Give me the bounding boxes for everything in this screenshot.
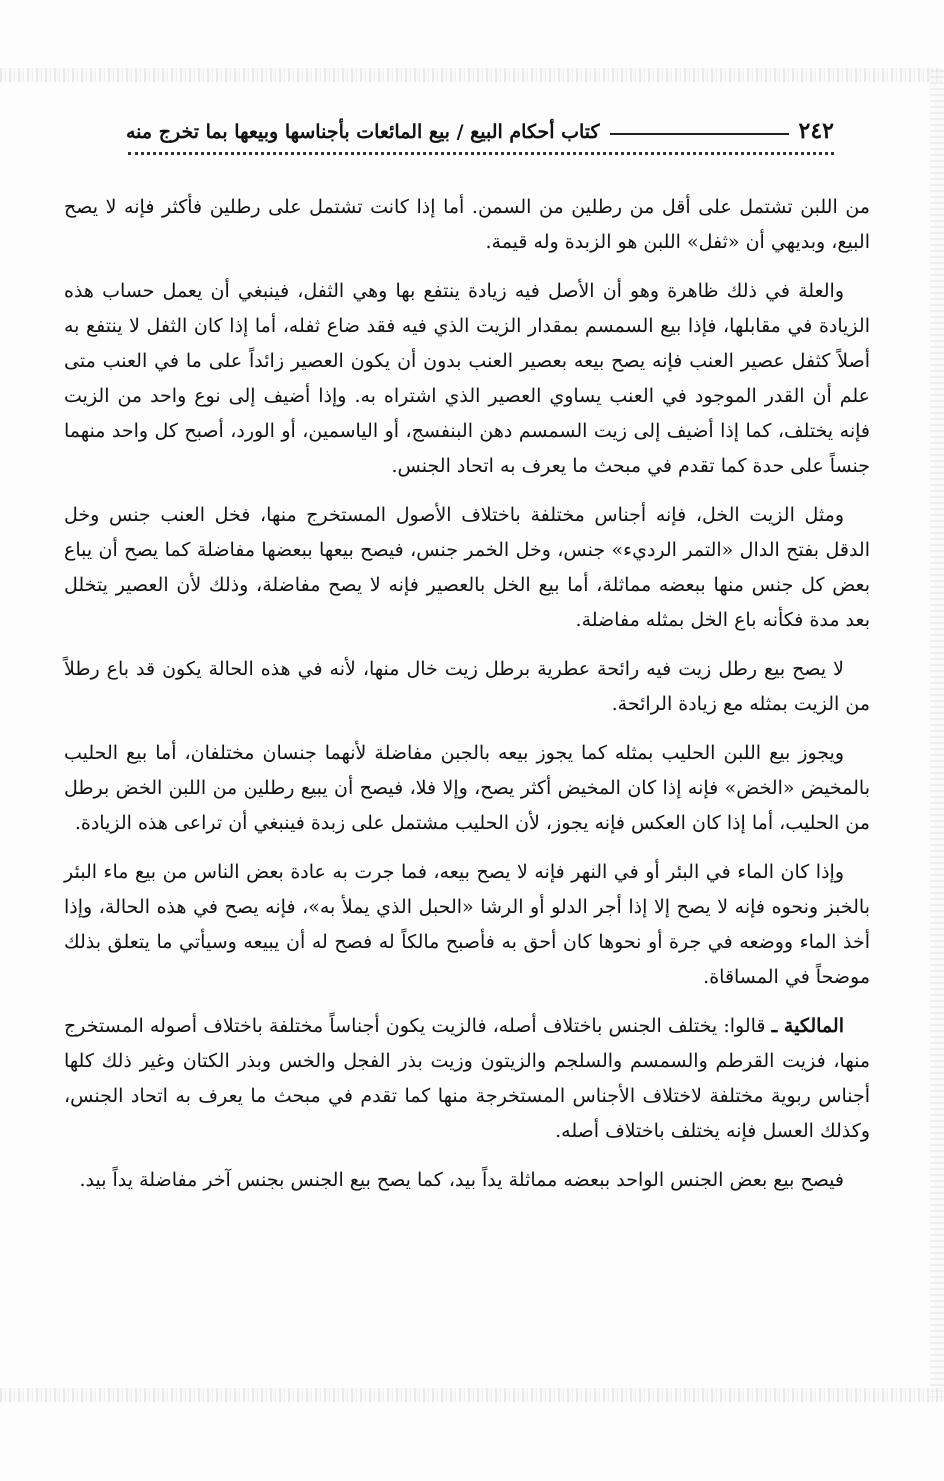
running-header [126,106,834,142]
paragraph-7-text: قالوا: يختلف الجنس باختلاف أصله، فالزيت يكون أجناساً مختلفة باختلاف أصوله المستخرج منها، فزيت القرطم والسمسم والسلجم والزيتون وزيت بذر الفجل والخس وبذر الكتان وغير ذلك كلها أجناس ربوية مختلفة لاختلاف الأجناس المستخرجة منها كما تقدم في مبحث ما يعرف به اتحاد الجنس، وكذلك العسل فإنه يختلف باختلاف أصله. [64,1015,870,1142]
paragraph-7 [64,1009,870,1149]
paragraph-1: من اللبن تشتمل على أقل من رطلين من السمن. أما إذا كانت تشتمل على رطلين فأكثر فإنه لا يصح البيع، وبديهي أن «ثفل» اللبن هو الزبدة وله قيمة. [64,196,870,253]
paragraph-8: فيصح بيع بعض الجنس الواحد ببعضه مماثلة يداً بيد، كما يصح بيع الجنس بجنس آخر مفاضلة يداً بيد. [79,1169,844,1191]
header-rule [610,133,789,135]
paragraph-4: لا يصح بيع رطل زيت فيه رائحة عطرية برطل زيت خال منها، لأنه في هذه الحالة يكون قد باع رطلاً من الزيت بمثله مع زيادة الرائحة. [64,658,870,715]
paragraph-5: ويجوز بيع اللبن الحليب بمثله كما يجوز بيعه بالجبن مفاضلة لأنهما جنسان مختلفان، أما بيع الحليب بالمخيض «الخض» فإنه إذا كان المخيض أكثر يصح، وإلا فلا، فيصح أن يبيع رطلين من اللبن الخض برطل من الحليب، أما إذا كان العكس فإنه يجوز، لأن الحليب مشتمل على زبدة فينبغي أن تراعى هذه الزيادة. [64,742,870,834]
dotted-separator [128,152,834,155]
paragraph-2: والعلة في ذلك ظاهرة وهو أن الأصل فيه زيادة ينتفع بها وهي الثفل، فينبغي أن يعمل حساب هذه الزيادة في مقابلها، فإذا بيع السمسم بمقدار الزيت الذي فيه فقد ضاع ثفله، أما إذا كان الثفل لا ينتفع به أصلاً كثفل عصير العنب فإنه يصح بيعه بعصير العنب بدون أن يكون العصير زائداً على ما في العنب متى علم أن القدر الموجود في العنب يساوي العصير الذي اشتراه به. وإذا أضيف إلى نوع واحد من الزيت فإنه يختلف، كما إذا أضيف إلى زيت السمسم دهن البنفسج، أو الياسمين، أو الورد، أصبح كل واحد منهما جنساً على حدة كما تقدم في مبحث ما يعرف به اتحاد الجنس. [64,280,870,477]
maliki-label: المالكية ـ [771,1015,844,1037]
paragraph-3: ومثل الزيت الخل، فإنه أجناس مختلفة باختلاف الأصول المستخرج منها، فخل العنب جنس وخل الدقل بفتح الدال «التمر الرديء» جنس، وخل الخمر جنس، فيصح بيعها ببعضها مفاضلة كما يصح أن يباع بعض كل جنس منها ببعضه مماثلة، أما بيع الخل بالعصير فإنه لا يصح مفاضلة، وذلك لأن العصير يتخلل بعد مدة فكأنه باع الخل بمثله مفاضلة. [64,504,870,631]
paragraph-6: وإذا كان الماء في البئر أو في النهر فإنه لا يصح بيعه، فما جرت به عادة بعض الناس من بيع ماء البئر بالخبز ونحوه فإنه لا يصح إلا إذا أجر الدلو أو الرشا «الحبل الذي يملأ به»، فإنه يصح في هذه الحالة، وإذا أخذ الماء ووضعه في جرة أو نحوها كان أحق به فأصبح مالكاً له فصح له أن يبيعه وسيأتي ما يتعلق بذلك موضحاً في المساقاة. [64,861,870,988]
header-title: كتاب أحكام البيع / بيع المائعات بأجناسها وبيعها بما تخرج منه [126,121,600,143]
page-body [64,190,870,1212]
scan-noise-bottom [0,1388,944,1402]
scan-noise-side [930,70,944,1401]
scan-noise-top [0,68,944,82]
page-number: ٢٤٢ [798,118,834,144]
